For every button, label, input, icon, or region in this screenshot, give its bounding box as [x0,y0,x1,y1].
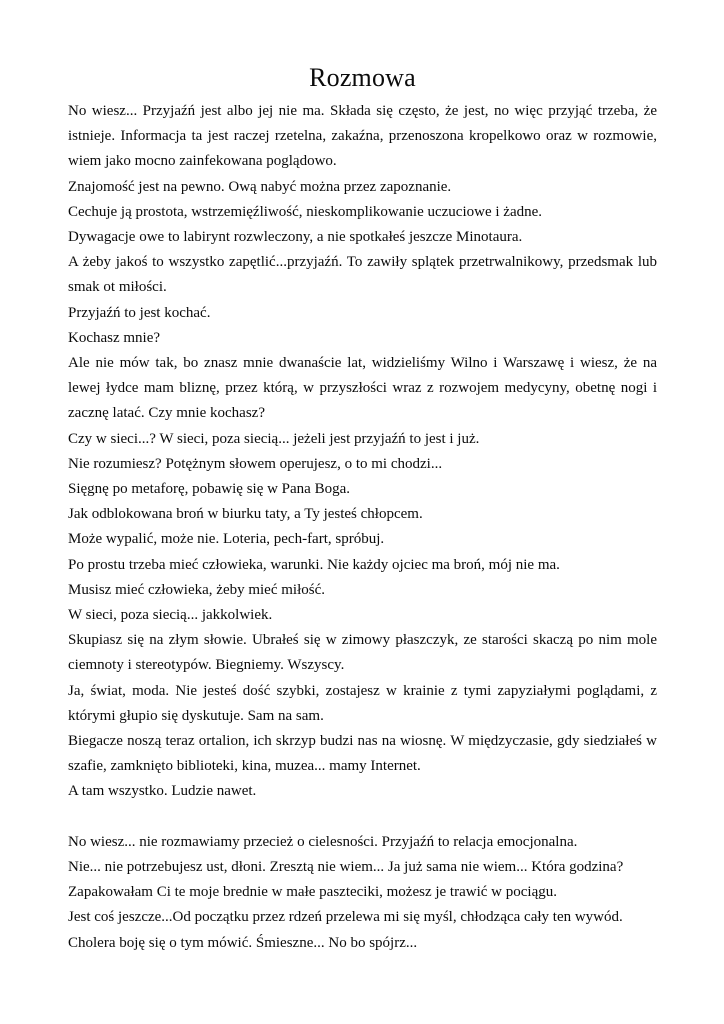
paragraph: Ale nie mów tak, bo znasz mnie dwanaście lat, widzieliśmy Wilno i Warszawę i wiesz, że na lewej łydce mam bliznę, przez którą, w przyszłości wraz z rozwojem medycyny, obetnę nogi i zacznę latać. Czy mnie kochasz? [68,355,657,422]
paragraph: Jest coś jeszcze...Od początku przez rdzeń przelewa mi się myśl, chłodząca cały ten wywód. [68,909,623,926]
paragraph: Zapakowałam Ci te moje brednie w małe paszteciki, możesz je trawić w pociągu. [68,884,557,901]
paragraph: Kochasz mnie? [68,329,161,346]
document-title: Rozmowa [309,63,416,92]
paragraph: W sieci, poza siecią... jakkolwiek. [68,607,273,624]
paragraph: A żeby jakoś to wszystko zapętlić...przyjaźń. To zawiły splątek przetrwalnikowy, przedsmak lub smak ot miłości. [68,254,657,296]
paragraph: Dywagacje owe to labirynt rozwleczony, a nie spotkałeś jeszcze Minotaura. [68,229,523,246]
paragraph: Jak odblokowana broń w biurku taty, a Ty jesteś chłopcem. [68,506,423,523]
paragraph: No wiesz... nie rozmawiamy przecież o cielesności. Przyjaźń to relacja emocjonalna. [68,833,578,850]
paragraph: Sięgnę po metaforę, pobawię się w Pana Boga. [68,481,351,498]
paragraph: Może wypalić, może nie. Loteria, pech-fart, spróbuj. [68,531,385,548]
paragraph: Przyjaźń to jest kochać. [68,304,211,321]
paragraph: Nie rozumiesz? Potężnym słowem operujesz, o to mi chodzi... [68,455,443,472]
paragraph: Musisz mieć człowieka, żeby mieć miłość. [68,581,325,598]
paragraph: Po prostu trzeba mieć człowieka, warunki. Nie każdy ojciec ma broń, mój nie ma. [68,556,560,573]
paragraph: Cholera boję się o tym mówić. Śmieszne... No bo spójrz... [68,934,418,951]
paragraph: Skupiasz się na złym słowie. Ubrałeś się w zimowy płaszczyk, ze starości skaczą po nim mole ciemnoty i stereotypów. Biegniemy. Wszyscy. [68,632,657,674]
paragraph: Nie... nie potrzebujesz ust, dłoni. Zresztą nie wiem... Ja już sama nie wiem... Która godzina? [68,859,624,876]
paragraph: Znajomość jest na pewno. Ową nabyć można przez zapoznanie. [68,178,452,195]
paragraph: Ja, świat, moda. Nie jesteś dość szybki, zostajesz w krainie z tymi zapyziałymi poglądami, z którymi głupio się dyskutuje. Sam na sam. [68,682,657,724]
paragraph: No wiesz... Przyjaźń jest albo jej nie ma. Składa się często, że jest, no więc przyjąć trzeba, że istnieje. Informacja ta jest raczej rzetelna, zakaźna, przenoszona kropelkowo oraz w rozmowie, wiem jako mocno zainfekowana poglądowo. [68,103,657,170]
paragraph: Cechuje ją prostota, wstrzemięźliwość, nieskomplikowanie uczuciowe i żadne. [68,203,543,220]
paragraph: A tam wszystko. Ludzie nawet. [68,783,257,800]
paragraph: Biegacze noszą teraz ortalion, ich skrzyp budzi nas na wiosnę. W międzyczasie, gdy siedziałeś w szafie, zamknięto biblioteki, kina, muzea... mamy Internet. [68,733,657,775]
paragraph: Czy w sieci...? W sieci, poza siecią... jeżeli jest przyjaźń to jest i już. [68,430,480,447]
